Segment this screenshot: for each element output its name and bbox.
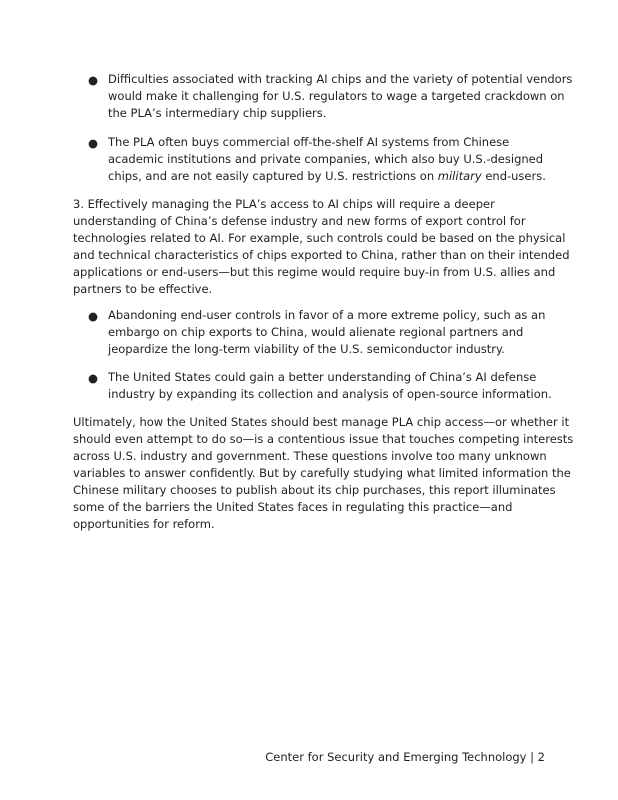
text-line: 3. Effectively managing the PLA’s access to AI chips will require a deeper <box>73 197 495 211</box>
bullet-text <box>108 307 545 358</box>
text-line: and technical characteristics of chips exported to China, rather than on their intended <box>73 248 570 262</box>
bullet-icon: ● <box>88 136 99 150</box>
bullet-text <box>108 134 546 185</box>
text-line: understanding of China’s defense industry and new forms of export control for <box>73 214 526 228</box>
text-run: chips, and are not easily captured by U.S. restrictions on <box>108 169 438 183</box>
text-line <box>108 168 546 185</box>
text-line: Ultimately, how the United States should best manage PLA chip access—or whether it <box>73 415 570 429</box>
text-line: embargo on chip exports to China, would alienate regional partners and <box>108 325 524 339</box>
text-line: Chinese military chooses to publish about its chip purchases, this report illuminates <box>73 483 556 497</box>
closing-paragraph <box>73 414 573 533</box>
emphasis-text: military <box>437 169 482 183</box>
text-line: some of the barriers the United States faces in regulating this practice—and <box>73 500 513 514</box>
text-line: should even attempt to do so—is a contentious issue that touches competing interests <box>73 432 574 446</box>
page-footer: Center for Security and Emerging Technology | 2 <box>265 750 545 764</box>
bullet-icon: ● <box>88 309 99 323</box>
text-line: The PLA often buys commercial off-the-shelf AI systems from Chinese <box>108 135 510 149</box>
text-run: end-users. <box>481 169 546 183</box>
text-line: across U.S. industry and government. These questions involve too many unknown <box>73 449 547 463</box>
text-line: academic institutions and private companies, which also buy U.S.-designed <box>108 152 544 166</box>
bullet-icon: ● <box>88 73 99 87</box>
text-line: The United States could gain a better understanding of China’s AI defense <box>108 370 537 384</box>
text-line: variables to answer confidently. But by carefully studying what limited information the <box>73 466 571 480</box>
text-line: applications or end-users—but this regime would require buy-in from U.S. allies and <box>73 265 556 279</box>
text-line: would make it challenging for U.S. regulators to wage a targeted crackdown on <box>108 89 565 103</box>
bullet-text <box>108 71 572 122</box>
text-line: the PLA’s intermediary chip suppliers. <box>108 106 327 120</box>
text-line: technologies related to AI. For example, such controls could be based on the physical <box>73 231 566 245</box>
text-line: Difficulties associated with tracking AI chips and the variety of potential vendors <box>108 72 573 86</box>
bullet-icon: ● <box>88 371 99 385</box>
text-line: partners to be effective. <box>73 282 213 296</box>
text-line: Abandoning end-user controls in favor of a more extreme policy, such as an <box>108 308 546 322</box>
text-line: industry by expanding its collection and analysis of open-source information. <box>108 387 552 401</box>
bullet-text <box>108 369 552 403</box>
text-line: jeopardize the long-term viability of the U.S. semiconductor industry. <box>108 342 505 356</box>
text-line: opportunities for reform. <box>73 517 215 531</box>
paragraph-3 <box>73 196 570 298</box>
